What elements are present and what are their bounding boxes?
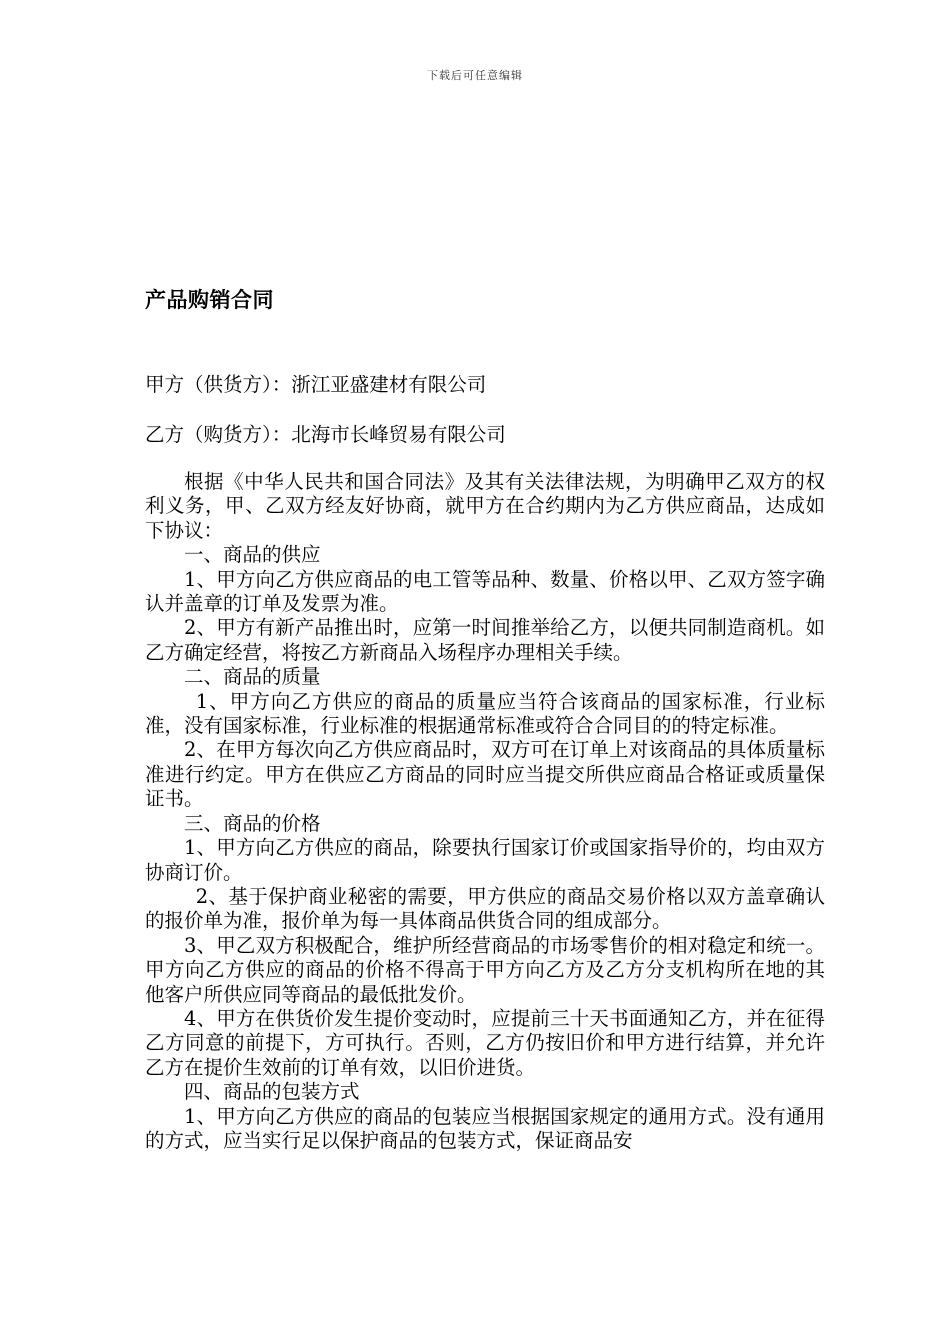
clause-packaging-1: 1、甲方向乙方供应的商品的包装应当根据国家规定的通用方式。没有通用的方式，应当实行足以保护商品的包装方式，保证商品安 xyxy=(145,1104,825,1152)
clause-supply-2: 2、甲方有新产品推出时，应第一时间推举给乙方，以便共同制造商机。如乙方确定经营，将按乙方新商品入场程序办理相关手续。 xyxy=(145,616,825,664)
contract-body xyxy=(145,470,825,1153)
section-heading-packaging: 四、商品的包装方式 xyxy=(184,1080,360,1104)
clause-supply-1: 1、甲方向乙方供应商品的电工管等品种、数量、价格以甲、乙双方签字确认并盖章的订单及发票为准。 xyxy=(145,567,825,616)
clause-quality-2: 2、在甲方每次向乙方供应商品时，双方可在订单上对该商品的具体质量标准进行约定。甲方在供应乙方商品的同时应当提交所供应商品合格证或质量保证书。 xyxy=(145,738,825,811)
clause-price-4: 4、甲方在供货价发生提价变动时，应提前三十天书面通知乙方，并在征得乙方同意的前提下，方可执行。否则，乙方仍按旧价和甲方进行结算，并允许乙方在提价生效前的订单有效，以旧价进货。 xyxy=(145,1006,825,1079)
contract-title: 产品购销合同 xyxy=(145,288,274,312)
header-note: 下载后可任意编辑 xyxy=(427,69,523,82)
section-heading-supply: 一、商品的供应 xyxy=(184,543,321,567)
clause-price-1: 1、甲方向乙方供应的商品，除要执行国家订价或国家指导价的，均由双方协商订价。 xyxy=(145,836,825,884)
party-b-line: 乙方（购货方）：北海市长峰贸易有限公司 xyxy=(145,423,506,446)
clause-price-2: 2、基于保护商业秘密的需要，甲方供应的商品交易价格以双方盖章确认的报价单为准，报价单为每一具体商品供货合同的组成部分。 xyxy=(145,884,825,933)
party-a-line: 甲方（供货方）：浙江亚盛建材有限公司 xyxy=(145,373,487,396)
section-heading-quality: 二、商品的质量 xyxy=(184,665,321,689)
intro-paragraph: 根据《中华人民共和国合同法》及其有关法律法规，为明确甲乙双方的权利义务，甲、乙双方经友好协商，就甲方在合约期内为乙方供应商品，达成如下协议： xyxy=(145,470,825,542)
section-heading-price: 三、商品的价格 xyxy=(184,811,321,835)
clause-quality-1: 1、甲方向乙方供应的商品的质量应当符合该商品的国家标准，行业标准，没有国家标准，行业标准的根据通常标准或符合合同目的的特定标准。 xyxy=(145,689,825,738)
clause-price-3: 3、甲乙双方积极配合，维护所经营商品的市场零售价的相对稳定和统一。甲方向乙方供应的商品的价格不得高于甲方向乙方及乙方分支机构所在地的其他客户所供应同等商品的最低批发价。 xyxy=(145,933,825,1006)
